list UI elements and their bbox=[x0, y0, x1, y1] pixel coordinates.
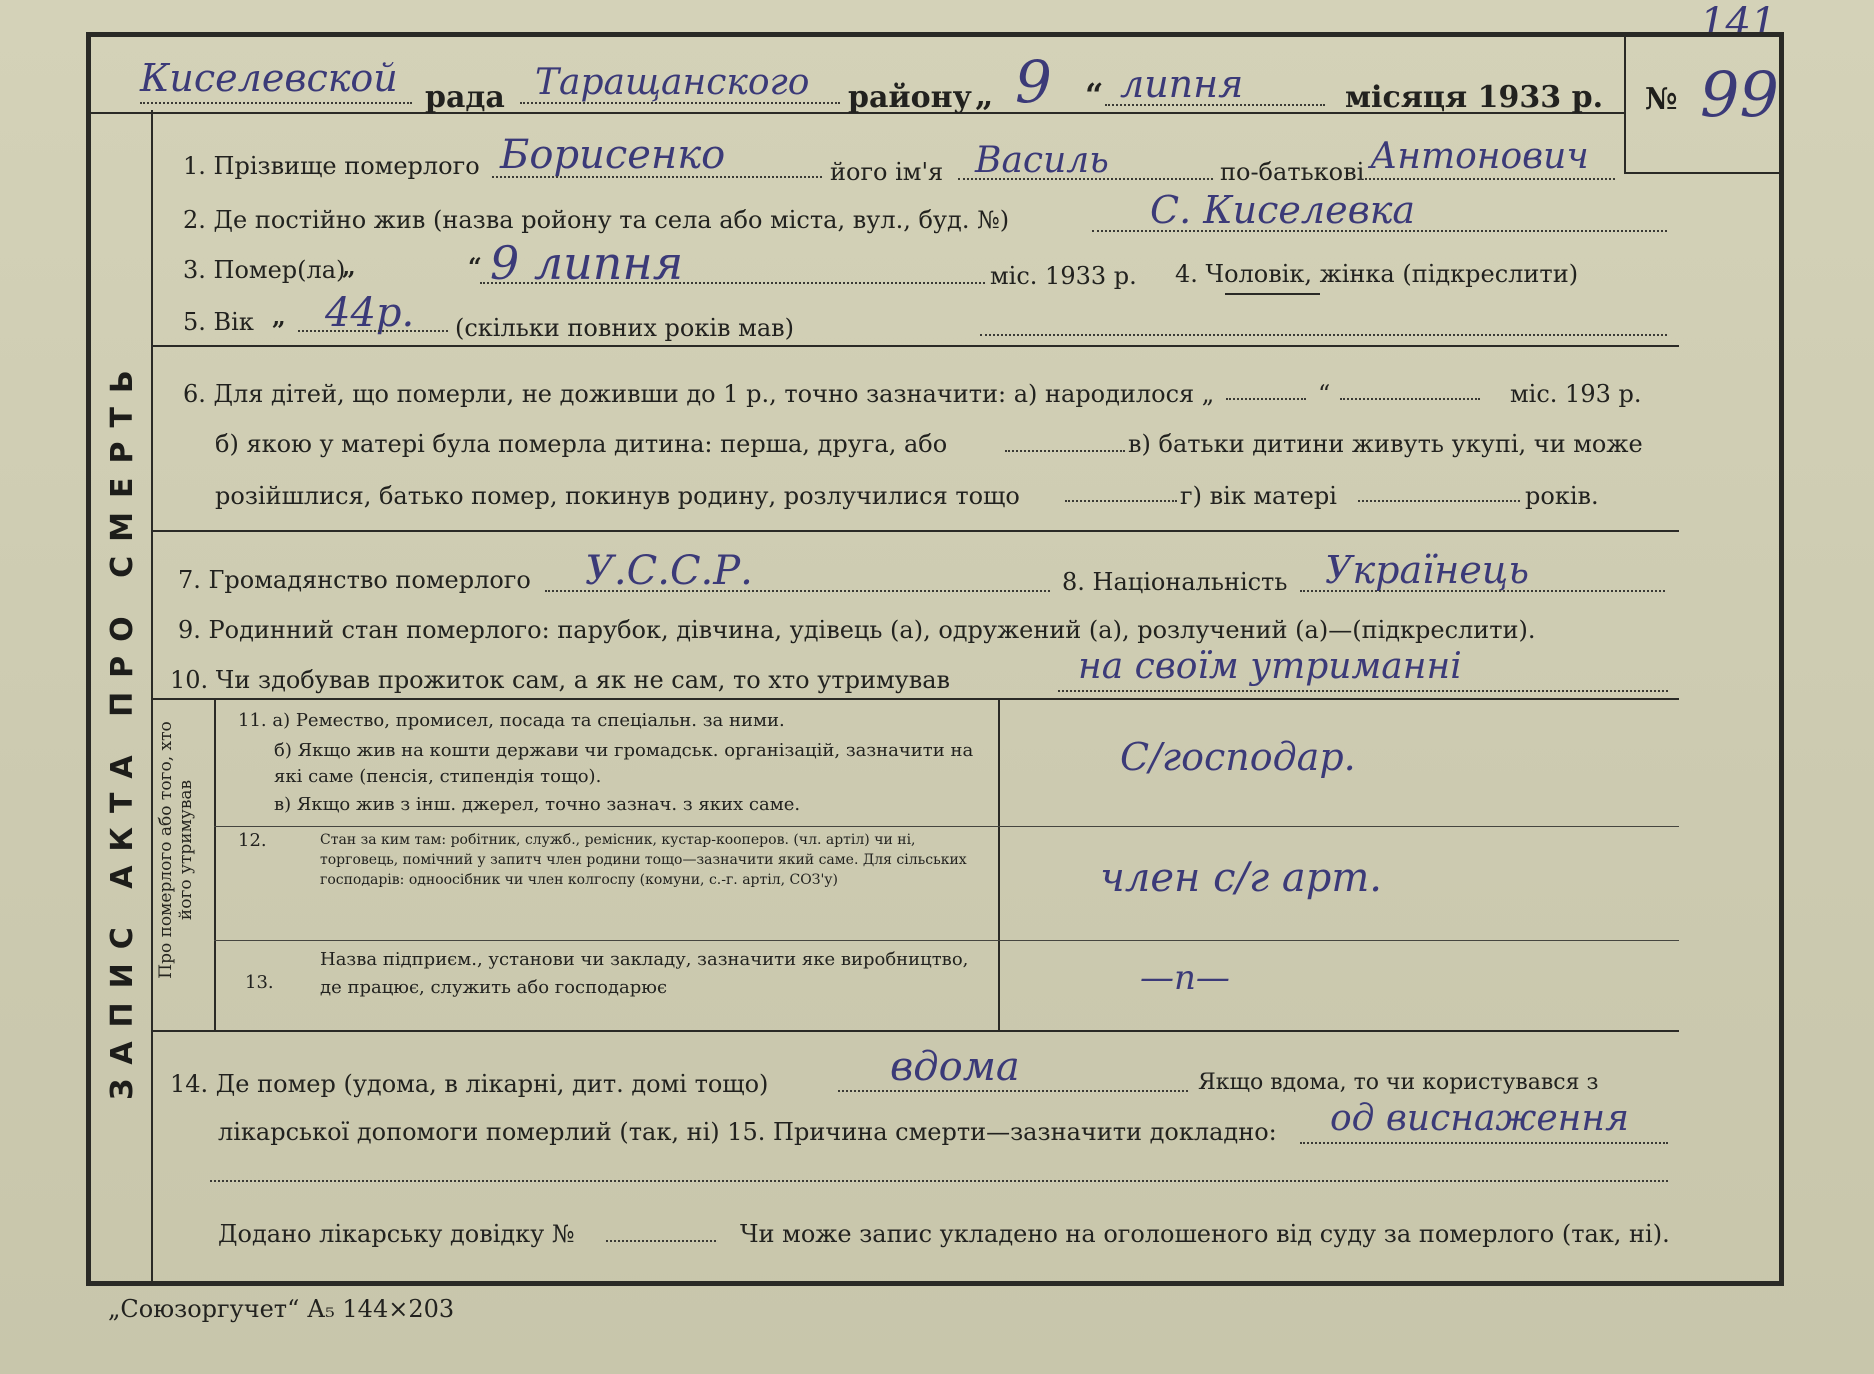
q3-close-quote: “ bbox=[468, 252, 482, 281]
q1-patronymic-handwritten: Антонович bbox=[1370, 136, 1589, 177]
council-name-line bbox=[140, 102, 412, 104]
day-close-quote: “ bbox=[1085, 76, 1104, 114]
q15-extra-line bbox=[210, 1180, 1668, 1182]
q9-label: 9. Родинний стан померлого: парубок, дівчина, удівець (а), одружений (а), розлучений (а)—(підкреслити). bbox=[178, 616, 1536, 644]
q5-age-handwritten: 44р. bbox=[325, 290, 415, 336]
section-divider-1 bbox=[151, 345, 1679, 347]
q5-rest-line bbox=[980, 334, 1667, 336]
occupation-row-divider-1 bbox=[214, 826, 1679, 827]
day-handwritten: 9 bbox=[1015, 48, 1052, 116]
q3-label: 3. Помер(ла) bbox=[183, 256, 346, 284]
q8-line bbox=[1300, 590, 1665, 592]
q11-a: 11. а) Ремество, промисел, посада та спеціальн. за ними. bbox=[238, 710, 785, 731]
month-line bbox=[1105, 104, 1325, 106]
q14-line bbox=[838, 1090, 1188, 1092]
q5-age-line bbox=[298, 330, 448, 332]
month-handwritten: липня bbox=[1120, 62, 1244, 106]
footer-medical-certificate: Додано лікарську довідку № bbox=[218, 1220, 575, 1248]
q6-line3a: розійшлися, батько помер, покинув родину, розлучилися тощо bbox=[215, 482, 1020, 510]
q1-patronymic-label: по-батькові bbox=[1220, 158, 1365, 186]
q1-label: 1. Прізвище померлого bbox=[183, 152, 480, 180]
q4-label: 4. Чоловік, жінка (підкреслити) bbox=[1175, 260, 1579, 288]
q13-number: 13. bbox=[245, 972, 274, 993]
q2-line bbox=[1092, 230, 1667, 232]
q4-male-underline bbox=[1225, 293, 1320, 295]
q10-line bbox=[1058, 690, 1668, 692]
q6-line2a: б) якою у матері була померла дитина: перша, друга, або bbox=[215, 430, 948, 458]
occupation-table-left bbox=[214, 698, 216, 1030]
council-label: рада bbox=[425, 80, 505, 115]
q6-line1: 6. Для дітей, що померли, не доживши до 1 р., точно зазначити: а) народилося „ bbox=[183, 380, 1215, 408]
q15-handwritten: од виснаження bbox=[1330, 1098, 1629, 1139]
q13-handwritten: —п— bbox=[1140, 958, 1230, 998]
q1-patronymic-line bbox=[1360, 178, 1615, 180]
q7-label: 7. Громадянство померлого bbox=[178, 566, 531, 594]
q3-date-line bbox=[480, 282, 985, 284]
occupation-side-note: Про померлого або того, хто його утримував bbox=[156, 721, 196, 979]
q10-label: 10. Чи здобував прожиток сам, а як не сам, то хто утримував bbox=[170, 666, 951, 694]
q2-label: 2. Де постійно жив (назва ройону та села або міста, вул., буд. №) bbox=[183, 206, 1010, 234]
footer-certificate-line bbox=[606, 1240, 716, 1242]
q12-handwritten: член с/г арт. bbox=[1100, 855, 1382, 901]
corner-archive-number: 141 bbox=[1700, 0, 1777, 46]
council-name-handwritten: Киселевской bbox=[140, 56, 398, 100]
q11-c: в) Якщо жив з інш. джерел, точно зазнач. з яких саме. bbox=[274, 794, 801, 815]
q15-line-fill bbox=[1300, 1142, 1668, 1144]
occupation-table-middle bbox=[998, 698, 1000, 1030]
q15-line: лікарської допомоги померлий (так, ні) 15. Причина смерти—зазначити докладно: bbox=[218, 1118, 1277, 1146]
q8-label: 8. Національність bbox=[1062, 568, 1288, 596]
day-open-quote: „ bbox=[975, 76, 994, 114]
q5-open-quote: „ bbox=[272, 302, 286, 331]
q6-order-line bbox=[1005, 450, 1125, 452]
q14-handwritten: вдома bbox=[890, 1044, 1020, 1090]
record-number-label: № bbox=[1645, 82, 1678, 117]
occupation-table-top bbox=[151, 698, 1679, 700]
q6-line3b: г) вік матері bbox=[1180, 482, 1337, 510]
q12-text: Стан за ким там: робітник, служб., ремісник, кустар-кооперов. (чл. артіл) чи ні, торговець, помічний у запитч член родини тощо—зазначити який саме. Для сільських господарів: одноосібник чи член колгоспу (комуни, с.-г. артіл, СОЗ'у) bbox=[320, 832, 967, 888]
month-year-label: місяця 1933 р. bbox=[1345, 80, 1604, 115]
q12-number: 12. bbox=[238, 830, 267, 851]
occupation-table-bottom bbox=[151, 1030, 1679, 1032]
section-divider-2 bbox=[151, 530, 1679, 532]
q3-month-label: міс. 1933 р. bbox=[990, 262, 1137, 290]
record-number-handwritten: 99 bbox=[1700, 58, 1779, 131]
q1-name-label: його ім'я bbox=[830, 158, 944, 186]
q14-label: 14. Де помер (удома, в лікарні, дит. домі тощо) bbox=[170, 1070, 769, 1098]
q6-line2b: в) батьки дитини живуть укупі, чи може bbox=[1128, 430, 1643, 458]
q13-text: Назва підприєм., установи чи закладу, зазначити яке виробництво, де працює, служить або господарює bbox=[320, 949, 969, 998]
q7-handwritten: У.С.С.Р. bbox=[585, 548, 753, 594]
q6-parents-line bbox=[1065, 500, 1177, 502]
q6-birth-month-line bbox=[1340, 398, 1480, 400]
q6-line1-quote: “ bbox=[1318, 380, 1331, 408]
q1-name-line bbox=[958, 178, 1213, 180]
publisher-imprint: „Союзоргучет“ А₅ 144×203 bbox=[108, 1295, 455, 1323]
occupation-row-divider-2 bbox=[214, 940, 1679, 941]
q1-surname-line bbox=[492, 176, 822, 178]
q14-tail: Якщо вдома, то чи користувався з bbox=[1198, 1070, 1599, 1095]
footer-court-question: Чи може запис укладено на оголошеного від суду за померлого (так, ні). bbox=[740, 1220, 1670, 1248]
district-label: району bbox=[848, 80, 972, 115]
q2-handwritten: С. Киселевка bbox=[1150, 188, 1416, 232]
q11-b: б) Якщо жив на кошти держави чи громадськ. організацій, зазначити на які саме (пенсія, стипендія тощо). bbox=[274, 740, 974, 787]
q10-handwritten: на своїм утриманні bbox=[1078, 646, 1462, 687]
q5-suffix: (скільки повних років мав) bbox=[455, 314, 795, 342]
q8-handwritten: Українець bbox=[1325, 548, 1530, 592]
q1-name-handwritten: Василь bbox=[975, 140, 1109, 181]
q1-surname-handwritten: Борисенко bbox=[500, 132, 726, 178]
q6-line1-month: міс. 193 р. bbox=[1510, 380, 1642, 408]
q6-line3c: років. bbox=[1525, 482, 1599, 510]
q3-date-handwritten: 9 липня bbox=[490, 236, 684, 290]
q3-open-quote: „ bbox=[342, 252, 356, 281]
district-name-line bbox=[520, 102, 840, 104]
q6-mother-age-line bbox=[1358, 500, 1520, 502]
q6-birth-day-line bbox=[1226, 398, 1306, 400]
q7-line bbox=[545, 590, 1050, 592]
side-title: ЗАПИС АКТА ПРО СМЕРТЬ bbox=[105, 356, 140, 1100]
district-name-handwritten: Таращанского bbox=[535, 62, 810, 103]
q5-label: 5. Вік bbox=[183, 308, 254, 336]
q11-handwritten: С/господар. bbox=[1120, 735, 1356, 779]
